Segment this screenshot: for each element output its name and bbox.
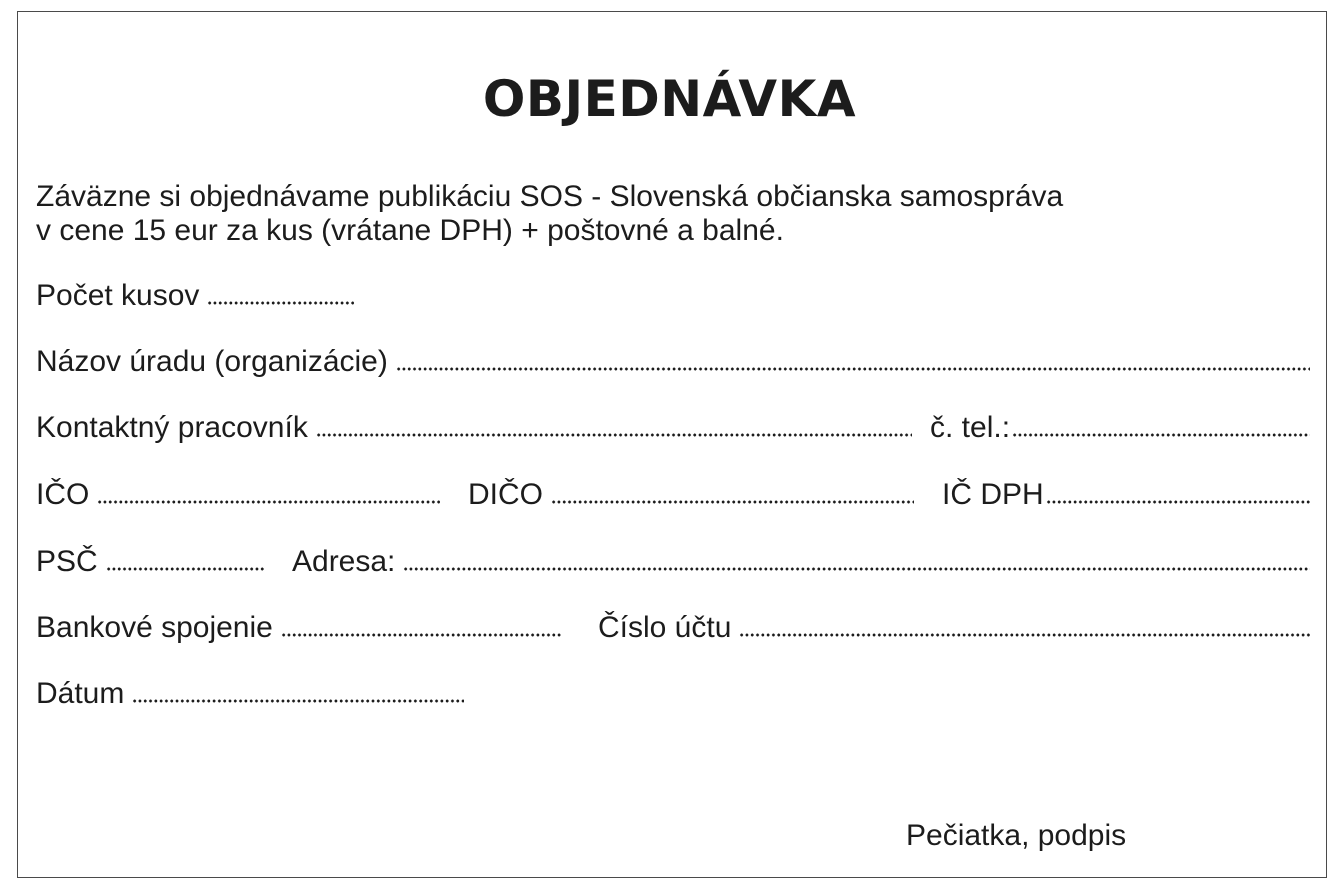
adresa-dotted-line[interactable] [403, 566, 1310, 572]
row-banka [36, 606, 1310, 646]
intro-line-1: Záväzne si objednávame publikáciu SOS - Slovenská občianska samospráva [36, 180, 1064, 213]
kontaktny-pracovnik-label: Kontaktný pracovník [36, 411, 308, 444]
dico-label: DIČO [468, 478, 543, 511]
ico-label: IČO [36, 478, 90, 511]
nazov-uradu-dotted-line[interactable] [396, 366, 1310, 372]
intro-line-2: v cene 15 eur za kus (vrátane DPH) + poštovné a balné. [36, 214, 784, 247]
psc-label: PSČ [36, 545, 98, 578]
stamp-signature-label: Pečiatka, podpis [906, 819, 1127, 852]
adresa-label: Adresa: [292, 545, 396, 578]
intro-text [36, 180, 1286, 248]
psc-dotted-line[interactable] [106, 566, 264, 572]
pocet-kusov-dotted-line[interactable] [207, 300, 354, 306]
datum-dotted-line[interactable] [132, 698, 464, 704]
row-adresa [36, 540, 1310, 580]
row-identifikacia [36, 473, 1310, 513]
pocet-kusov-label: Počet kusov [36, 279, 200, 312]
datum-label: Dátum [36, 677, 125, 710]
nazov-uradu-label: Názov úradu (organizácie) [36, 345, 388, 378]
kontaktny-pracovnik-field[interactable] [36, 410, 912, 446]
ico-field[interactable] [36, 477, 440, 513]
dico-dotted-line[interactable] [551, 499, 914, 505]
ic-dph-field[interactable] [942, 477, 1310, 513]
psc-field[interactable] [36, 544, 264, 580]
pocet-kusov-field[interactable] [36, 278, 354, 314]
form-title: OBJEDNÁVKA [482, 70, 857, 128]
bankove-spojenie-field[interactable] [36, 610, 562, 646]
adresa-field[interactable] [292, 544, 1310, 580]
datum-field[interactable] [36, 676, 464, 712]
telefon-label: č. tel.: [930, 411, 1011, 444]
cislo-uctu-label: Číslo účtu [598, 611, 732, 644]
bankove-spojenie-label: Bankové spojenie [36, 611, 273, 644]
telefon-field[interactable] [930, 410, 1310, 446]
dico-field[interactable] [468, 477, 914, 513]
bankove-spojenie-dotted-line[interactable] [281, 632, 562, 638]
row-kontakt [36, 406, 1310, 446]
kontaktny-pracovnik-dotted-line[interactable] [316, 432, 912, 438]
telefon-dotted-line[interactable] [1012, 432, 1310, 438]
ic-dph-dotted-line[interactable] [1046, 499, 1310, 505]
row-nazov-uradu [36, 340, 1310, 380]
nazov-uradu-field[interactable] [36, 344, 1310, 380]
ic-dph-label: IČ DPH [942, 478, 1044, 511]
cislo-uctu-dotted-line[interactable] [739, 632, 1310, 638]
ico-dotted-line[interactable] [97, 499, 440, 505]
cislo-uctu-field[interactable] [598, 610, 1310, 646]
row-pocet-kusov [36, 274, 1310, 314]
row-datum [36, 672, 1310, 712]
